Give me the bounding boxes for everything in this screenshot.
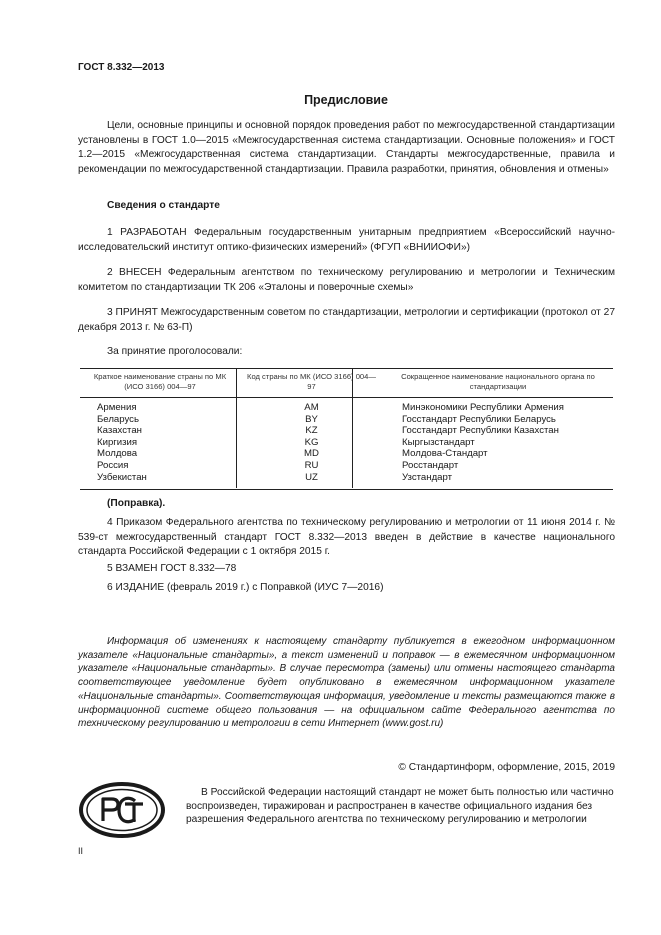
standards-body: Госстандарт Республики Казахстан <box>402 425 559 437</box>
document-id-header: ГОСТ 8.332—2013 <box>78 62 165 73</box>
country-code: KZ <box>305 425 318 437</box>
country-name: Казахстан <box>97 425 142 437</box>
country-name: Молдова <box>97 448 138 460</box>
standards-body: Госстандарт Республики Беларусь <box>402 413 556 425</box>
standards-body: Молдова-Стандарт <box>402 448 488 460</box>
item-5-replaces: 5 ВЗАМЕН ГОСТ 8.332—78 <box>107 563 237 574</box>
standards-body: Узстандарт <box>402 471 453 483</box>
table-row <box>80 414 613 426</box>
table-row <box>80 472 613 491</box>
amendment-note: (Поправка). <box>107 498 166 509</box>
table-header-row <box>80 368 613 398</box>
intro-paragraph: Цели, основные принципы и основной порядок проведения работ по межгосударственной стандартизации установлены в ГОСТ 1.0—2015 «Межгосударственная система стандартизации. Основные положения» и ГОСТ 1.2—2015 «Межгосударственная система стандартизации. Стандарты межгосударственные, правила и рекомендации по межгосударственной стандартизации. Правила разработки, принятия, обновления и отмены» <box>78 120 615 175</box>
country-name: Россия <box>97 459 129 471</box>
country-code: MD <box>304 448 319 460</box>
page-number: II <box>78 846 84 856</box>
table-row <box>80 460 613 472</box>
subheading-standard-info: Сведения о стандарте <box>107 200 220 211</box>
rst-mark-logo <box>79 782 165 843</box>
standards-body: Минэкономики Республики Армения <box>402 402 564 413</box>
item-6-edition: 6 ИЗДАНИЕ (февраль 2019 г.) с Поправкой (ИУС 7—2016) <box>107 582 384 593</box>
item-3-adopted: 3 ПРИНЯТ Межгосударственным советом по стандартизации, метрологии и сертификации (протокол от 27 декабря 2013 г. № 63-П) <box>78 307 615 333</box>
table-row <box>80 437 613 449</box>
country-code: RU <box>304 459 319 471</box>
copyright-line: © Стандартинформ, оформление, 2015, 2019 <box>398 762 615 773</box>
country-code: UZ <box>305 471 318 483</box>
voting-states-table <box>80 368 613 490</box>
info-notice: Информация об изменениях к настоящему стандарту публикуется в ежегодном информационном указателе «Национальные стандарты», а текст изменений и поправок — в ежемесячном информационном указателе «Национальные стандарты». В случае пересмотра (замены) или отмены настоящего стандарта соответствующее уведомление будет опубликовано в ежемесячном информационном указателе «Национальные стандарты». Соответствующая информация, уведомление и тексты размещаются также в информационной системе общего пользования — на официальном сайте Федерального агентства по техническому регулированию и метрологии в сети Интернет (www.gost.ru) <box>78 636 615 730</box>
col-header-body: Сокращенное наименование национального органа по стандартизации <box>383 368 613 398</box>
page-title: Предисловие <box>304 93 388 107</box>
country-name: Беларусь <box>97 413 139 425</box>
country-name: Киргизия <box>97 436 138 448</box>
country-name: Узбекистан <box>97 471 147 483</box>
country-name: Армения <box>97 402 137 413</box>
rst-logo-icon <box>79 782 165 838</box>
col-header-code: Код страны по МК (ИСО 3166) 004—97 <box>240 368 383 398</box>
vote-label: За принятие проголосовали: <box>107 346 243 357</box>
item-2-introduced: 2 ВНЕСЕН Федеральным агентством по техническому регулированию и метрологии и Техническим комитетом по стандартизации ТК 206 «Эталоны и поверочные схемы» <box>78 267 615 293</box>
col-header-country: Краткое наименование страны по МК (ИСО 3166) 004—97 <box>80 368 240 398</box>
country-code: AM <box>304 402 319 413</box>
table-row <box>80 398 613 414</box>
country-code: BY <box>305 413 318 425</box>
reproduction-note: В Российской Федерации настоящий стандарт не может быть полностью или частично воспроизведен, тиражирован и распространен в качестве официального издания без разрешения Федерального агентства по техническому регулированию и метрологии <box>186 787 614 826</box>
standards-body: Кыргызстандарт <box>402 436 475 448</box>
country-code: KG <box>304 436 319 448</box>
standards-body: Росстандарт <box>402 459 459 471</box>
table-row <box>80 448 613 460</box>
table-row <box>80 425 613 437</box>
item-1-developed: 1 РАЗРАБОТАН Федеральным государственным унитарным предприятием «Всероссийский научно-исследовательский институт оптико-физических измерений» (ФГУП «ВНИИОФИ») <box>78 227 615 253</box>
item-4-order: 4 Приказом Федерального агентства по техническому регулированию и метрологии от 11 июня 2014 г. № 539-ст межгосударственный стандарт ГОСТ 8.332—2013 введен в действие в качестве национального стандарта Российской Федерации с 1 октября 2015 г. <box>78 517 615 558</box>
